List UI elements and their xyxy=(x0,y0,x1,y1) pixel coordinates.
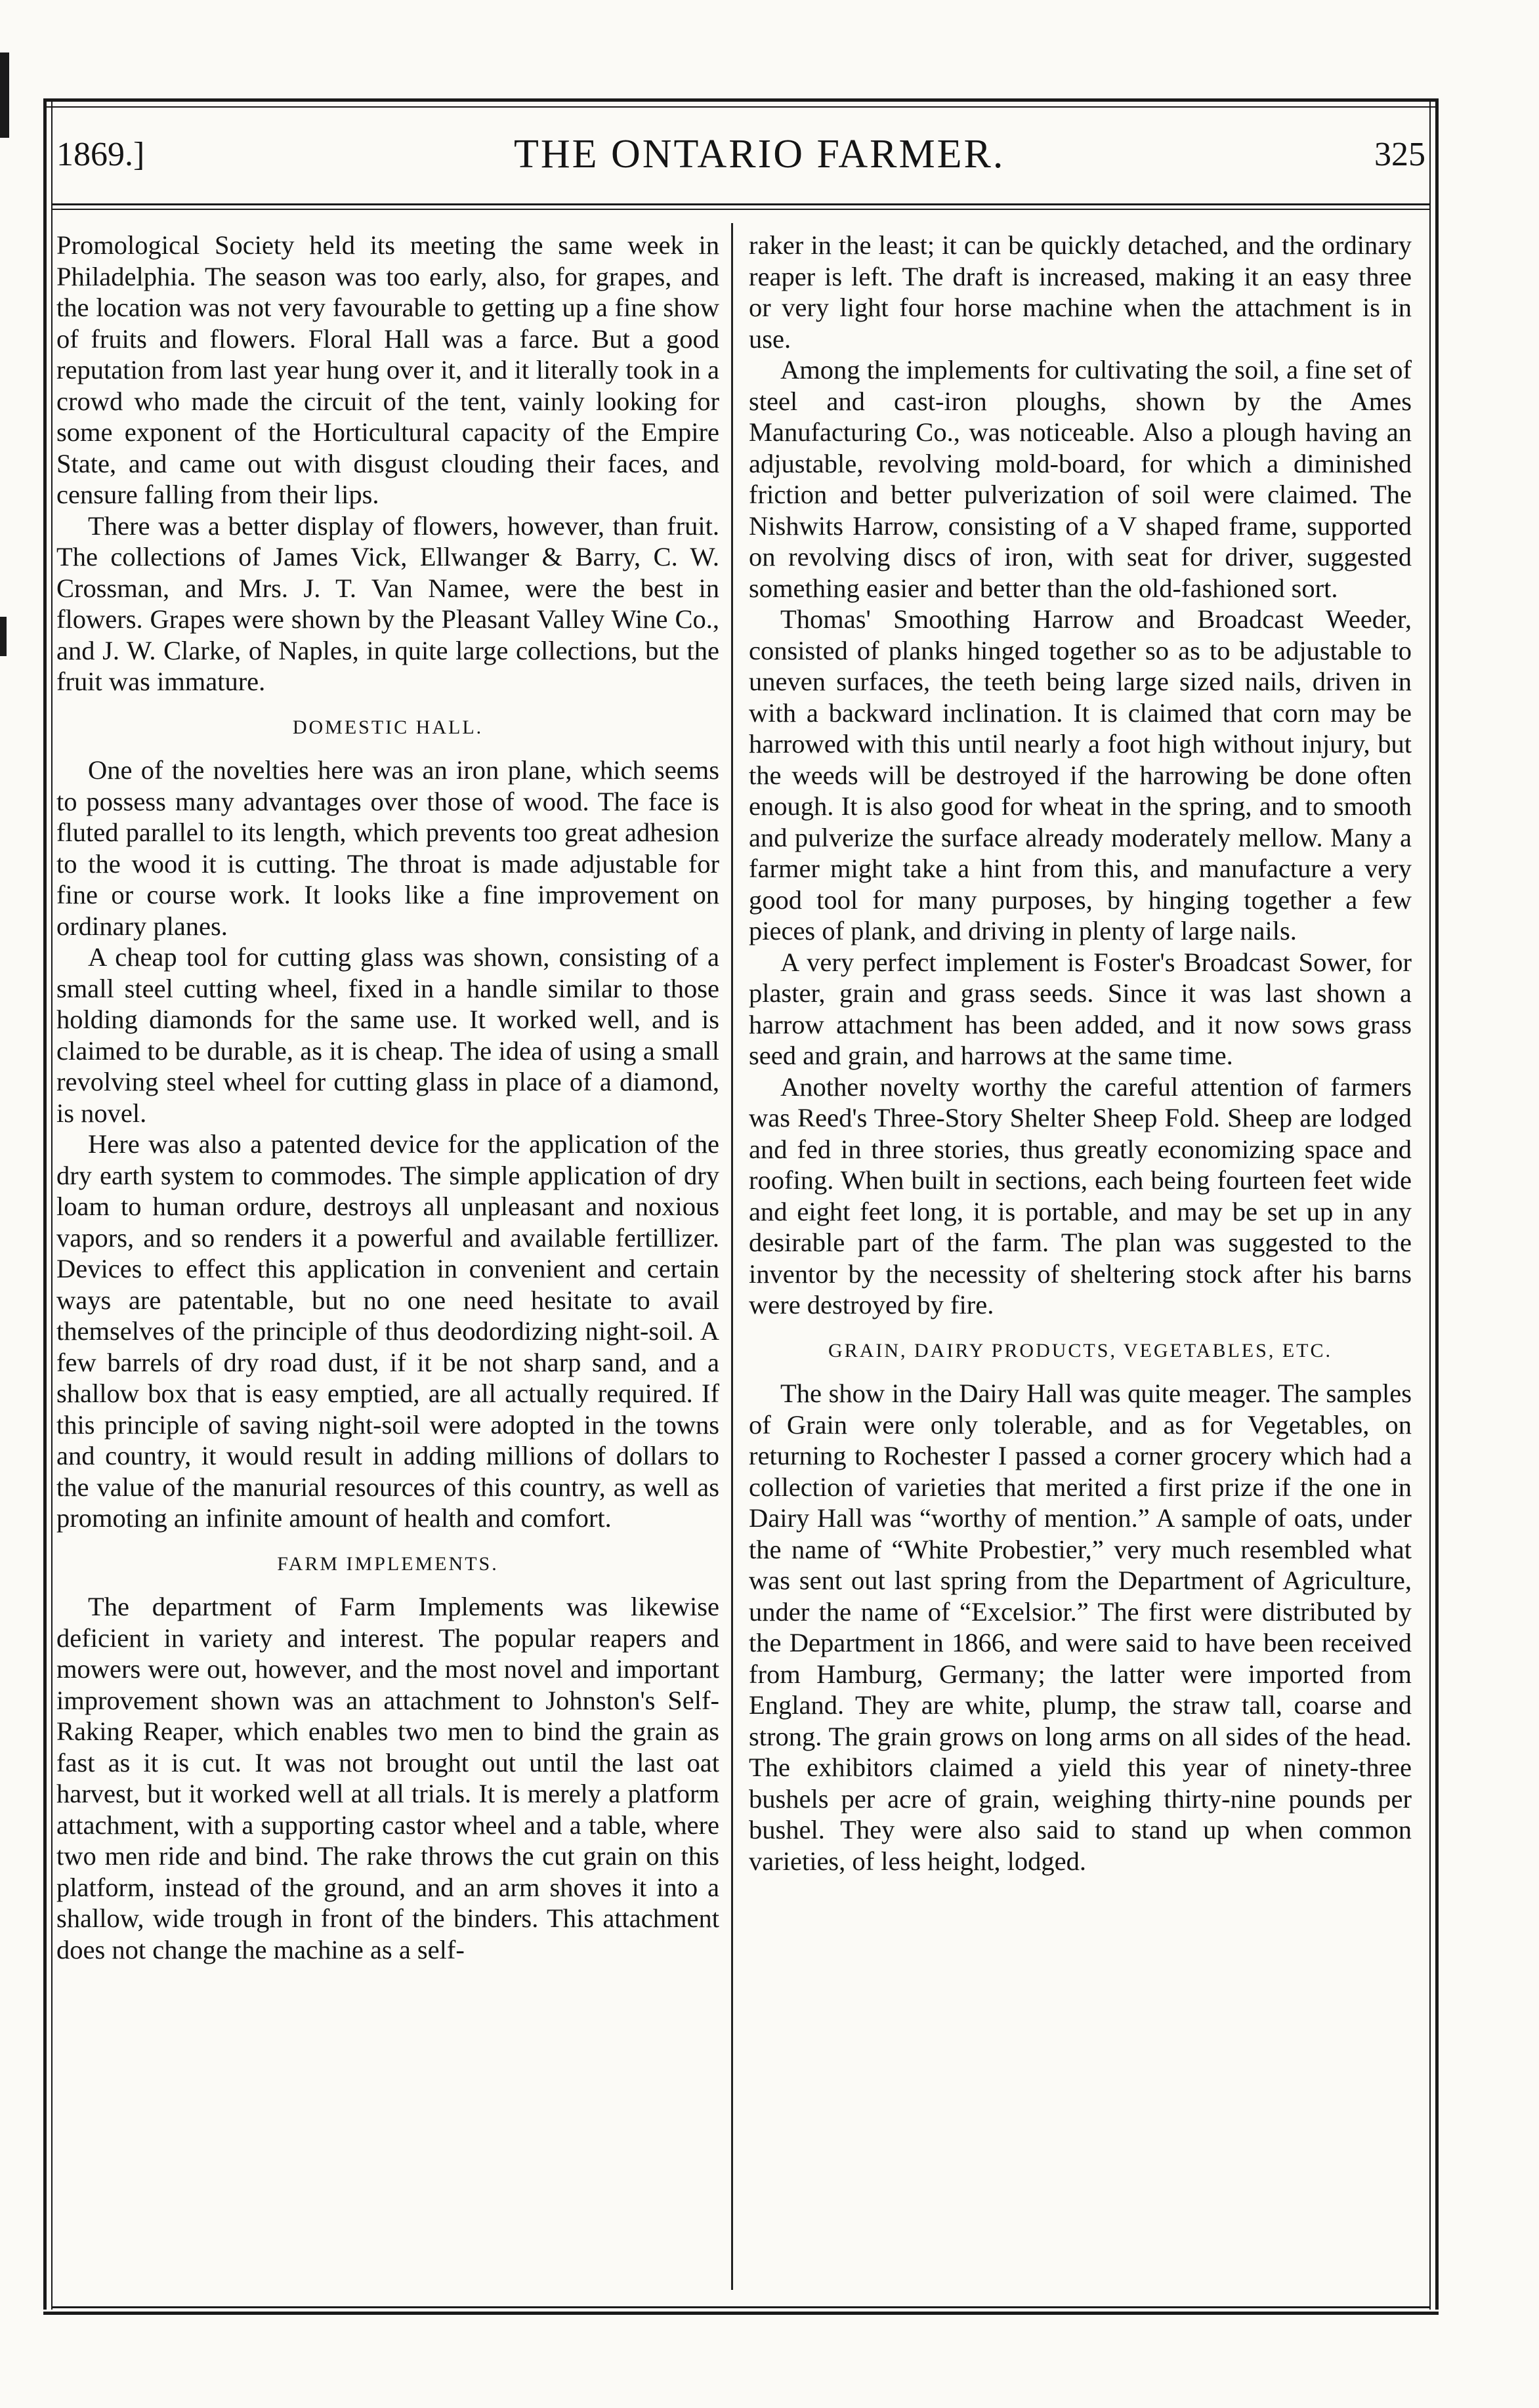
section-heading-grain-dairy: GRAIN, DAIRY PRODUCTS, VEGETABLES, ETC. xyxy=(828,1339,1332,1361)
paragraph: raker in the least; it can be quickly detached, and the ordinary reaper is left. The draft is increased, making it an easy three or very light four horse machine when the attachment is in use. xyxy=(749,230,1412,354)
left-column xyxy=(56,230,719,1965)
paragraph: Thomas' Smoothing Harrow and Broadcast Weeder, consisted of planks hinged together so as to be adjustable to uneven surfaces, the teeth being large sized nails, driven in with a backward inclination. It is claimed that corn may be harrowed with this until nearly a foot high without injury, but the weeds will be destroyed if the harrowing be done often enough. It is also good for wheat in the spring, and to smooth and pulverize the surface already moderately mellow. Many a farmer might take a hint from this, and manufacture a very good tool for many purposes, by hinging together a few pieces of plank, and driving in plenty of large nails. xyxy=(749,604,1412,945)
section-heading-farm-implements: FARM IMPLEMENTS. xyxy=(277,1552,499,1575)
section-heading-domestic-hall: DOMESTIC HALL. xyxy=(292,716,484,738)
header-year: 1869.] xyxy=(56,135,145,173)
column-divider xyxy=(731,223,733,2290)
paragraph: Here was also a patented device for the application of the dry earth system to commodes. The simple application of dry loam to human ordure, destroys all unpleasant and noxious vapors, and so renders it a powerful and available fertillizer. Devices to effect this application in convenient and certain ways are patentable, but no one need hesitate to avail themselves of the principle of thus deodordizing night-soil. A few barrels of dry road dust, if it be not sharp sand, and a shallow box that is easy emptied, are all actually required. If this principle of saving night-soil were adopted in the towns and country, it would result in adding millions of dollars to the value of the manurial resources of this country, as well as promoting an infinite amount of health and comfort. xyxy=(56,1129,719,1533)
binding-edge xyxy=(0,52,9,138)
binding-edge-mark xyxy=(0,617,7,656)
paragraph: Another novelty worthy the careful attention of farmers was Reed's Three-Story Shelter Sheep Fold. Sheep are lodged and fed in three stories, thus greatly economizing space and roofing. When built in sections, each being fourteen feet wide and eight feet long, it is portable, and may be set up in any desirable part of the farm. The plan was suggested to the inventor by the necessity of sheltering stock after his barns were destroyed by fire. xyxy=(749,1071,1412,1319)
right-rule-inner xyxy=(1429,98,1431,2310)
bottom-rule-inner xyxy=(53,2306,1429,2308)
paragraph: The department of Farm Implements was likewise deficient in variety and interest. The popular reapers and mowers were out, however, and the most novel and important improvement shown was an attachment to Johnston's Self-Raking Reaper, which enables two men to bind the grain as fast as it is cut. It was not brought out until the last oat harvest, but it worked well at all trials. It is merely a platform attachment, with a supporting castor wheel and a table, where two men ride and bind. The rake throws the cut grain on this platform, instead of the ground, and an arm shoves it into a shallow, wide trough in front of the binders. This attachment does not change the machine as a self- xyxy=(56,1592,719,1964)
paragraph: A very perfect implement is Foster's Broadcast Sower, for plaster, grain and grass seeds. Since it was last shown a harrow attachment has been added, and it now sows grass seed and grain, and harrows at the same time. xyxy=(749,947,1412,1070)
page-frame xyxy=(43,98,1439,2408)
top-rule-inner xyxy=(43,106,1439,108)
paragraph: A cheap tool for cutting glass was shown, consisting of a small steel cutting wheel, fixed in a handle similar to those holding diamonds for the same use. It worked well, and is claimed to be durable, as it is cheap. The idea of using a small revolving steel wheel for cutting glass in place of a diamond, is novel. xyxy=(56,942,719,1128)
right-column xyxy=(749,230,1412,1877)
left-rule-outer xyxy=(43,98,47,2310)
top-rule-outer xyxy=(43,98,1439,102)
paragraph: Promological Society held its meeting the same week in Philadelphia. The season was too early, also, for grapes, and the location was not very favourable to getting up a fine show of fruits and flowers. Floral Hall was a farce. But a good reputation from last year hung over it, and it literally took in a crowd who made the circuit of the tent, vainly looking for some exponent of the Horticultural capacity of the Empire State, and came out with disgust clouding their faces, and censure falling from their lips. xyxy=(56,230,719,509)
header-rule-upper xyxy=(53,203,1429,205)
paragraph: There was a better display of flowers, however, than fruit. The collections of James Vick, Ellwanger & Barry, C. W. Crossman, and Mrs. J. T. Van Namee, were the best in flowers. Grapes were shown by the Pleasant Valley Wine Co., and J. W. Clarke, of Naples, in quite large collections, but the fruit was immature. xyxy=(56,510,719,696)
header-title: THE ONTARIO FARMER. xyxy=(513,131,1005,176)
running-header xyxy=(56,118,1425,190)
paragraph: The show in the Dairy Hall was quite meager. The samples of Grain were only tolerable, and as for Vegetables, on returning to Rochester I passed a corner grocery which had a collection of varieties that merited a first prize if the one in Dairy Hall was “worthy of mention.” A sample of oats, under the name of “White Probestier,” very much resembled what was sent out last spring from the Department of Agriculture, under the name of “Excelsior.” The first were distributed by the Department in 1866, and were said to have been received from Hamburg, Germany; the latter were imported from England. They are white, plump, the straw tall, coarse and strong. The grain grows on long arms on all sides of the head. The exhibitors claimed a yield this year of ninety-three bushels per acre of grain, weighing thirty-nine pounds per bushel. They were also said to stand up when common varieties, of less height, lodged. xyxy=(749,1379,1412,1876)
header-rule-lower xyxy=(53,209,1429,210)
paragraph: One of the novelties here was an iron plane, which seems to possess many advantages over those of wood. The face is fluted parallel to its length, which prevents too great adhesion to the wood it is cutting. The throat is made adjustable for fine or course work. It looks like a fine improvement on ordinary planes. xyxy=(56,755,719,941)
right-rule-outer xyxy=(1435,98,1439,2310)
paragraph: Among the implements for cultivating the soil, a fine set of steel and cast-iron ploughs, shown by the Ames Manufacturing Co., was noticeable. Also a plough having an adjustable, revolving mold-board, for which a diminished friction and better pulverization of soil were claimed. The Nishwits Harrow, consisting of a V shaped frame, supported on revolving discs of iron, with seat for driver, suggested something easier and better than the old-fashioned sort. xyxy=(749,355,1412,603)
header-page-number: 325 xyxy=(1374,135,1425,173)
bottom-rule-outer xyxy=(43,2312,1439,2315)
left-rule-inner xyxy=(51,98,53,2310)
